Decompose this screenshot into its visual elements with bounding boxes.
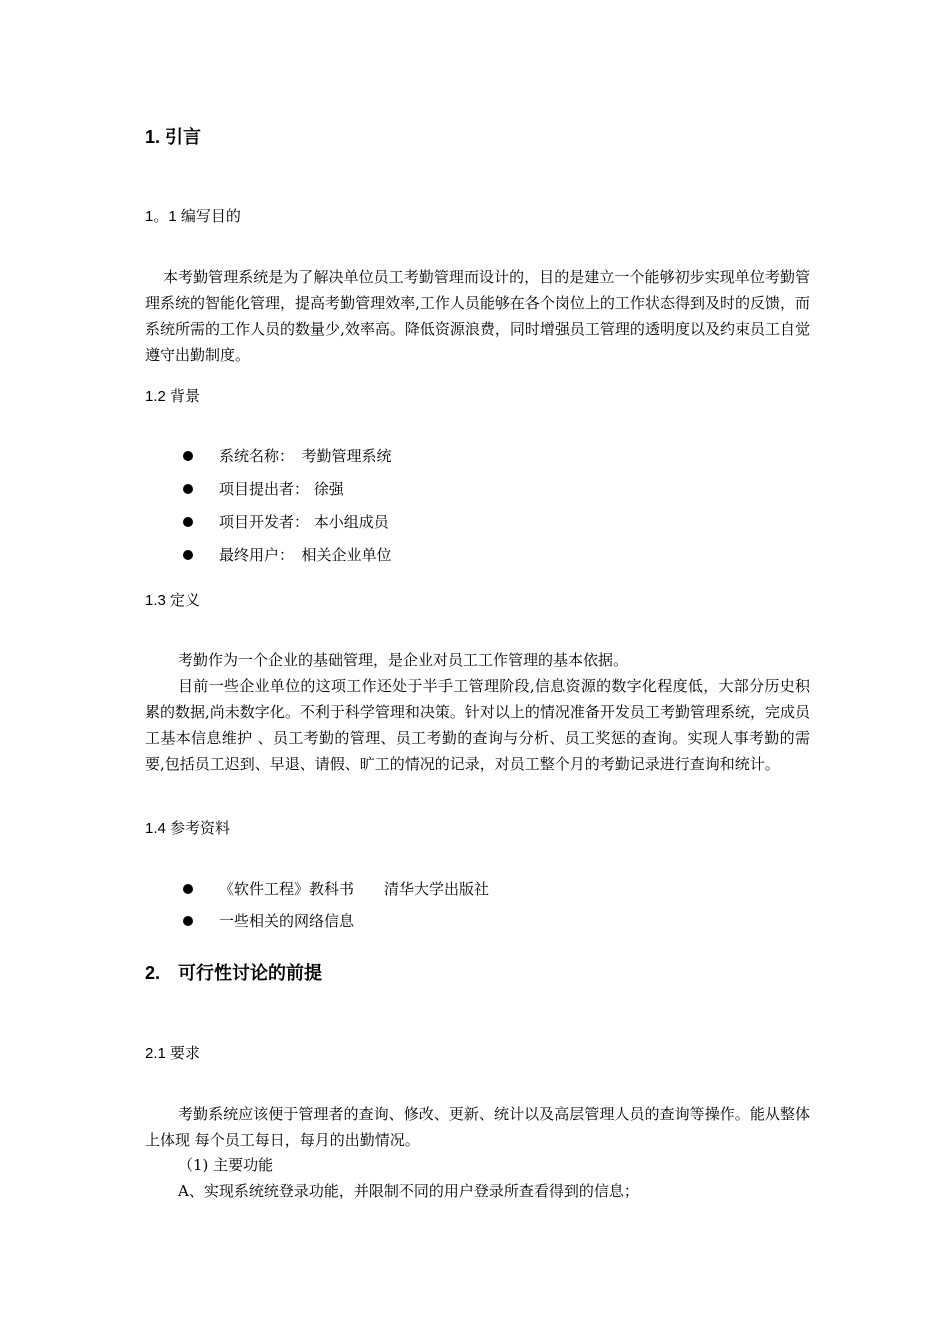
section-1-4-heading: 1.4 参考资料 <box>145 820 231 837</box>
section-1-2-heading: 1.2 背景 <box>145 388 201 405</box>
reference-item-text: 《软件工程》教科书 清华大学出版社 <box>219 880 490 898</box>
bullet-icon <box>183 884 193 894</box>
bullet-icon <box>183 550 193 560</box>
background-item-text: 项目提出者： 徐强 <box>219 480 344 498</box>
main-functions-label: （1) 主要功能 <box>178 1156 274 1174</box>
bullet-icon <box>183 916 193 926</box>
bullet-icon <box>183 517 193 527</box>
background-item-text: 系统名称： 考勤管理系统 <box>219 447 392 465</box>
bullet-icon <box>183 484 193 494</box>
section-1-title: 1. 引言 <box>145 127 202 147</box>
section-2-1-heading: 2.1 要求 <box>145 1045 201 1062</box>
reference-item-text: 一些相关的网络信息 <box>219 912 355 930</box>
purpose-paragraph: 本考勤管理系统是为了解决单位员工考勤管理而设计的，目的是建立一个能够初步实现单位考勤管理系统的智能化管理，提高考勤管理效率,工作人员能够在各个岗位上的工作状态得到及时的反馈，而系统所需的工作人员的数量少,效率高。降低资源浪费，同时增强员工管理的透明度以及约束员工自觉遵守出勤制度。 <box>145 268 810 364</box>
background-item-text: 项目开发者： 本小组成员 <box>219 513 389 531</box>
section-1-1-heading: 1。1 编写目的 <box>145 208 241 225</box>
definition-paragraph-2: 目前一些企业单位的这项工作还处于半手工管理阶段,信息资源的数字化程度低，大部分历史积累的数据,尚未数字化。不利于科学管理和决策。针对以上的情况准备开发员工考勤管理系统，完成员工基本信息维护 、员工考勤的管理、员工考勤的查询与分析、员工奖惩的查询。实现人事考勤的需要,包括员工迟到、早退、请假、旷工的情况的记录，对员工整个月的考勤记录进行查询和统计。 <box>145 677 810 773</box>
background-item-text: 最终用户： 相关企业单位 <box>219 546 392 564</box>
section-1-3-heading: 1.3 定义 <box>145 592 201 609</box>
section-2-title: 2. 可行性讨论的前提 <box>145 963 323 983</box>
function-item-a: A、实现系统统登录功能，并限制不同的用户登录所查看得到的信息； <box>178 1182 639 1200</box>
requirements-paragraph: 考勤系统应该便于管理者的查询、修改、更新、统计以及高层管理人员的查询等操作。能从整体上体现 每个员工每日，每月的出勤情况。 <box>145 1105 810 1149</box>
definition-paragraph-1: 考勤作为一个企业的基础管理，是企业对员工工作管理的基本依据。 <box>178 651 629 669</box>
bullet-icon <box>183 451 193 461</box>
